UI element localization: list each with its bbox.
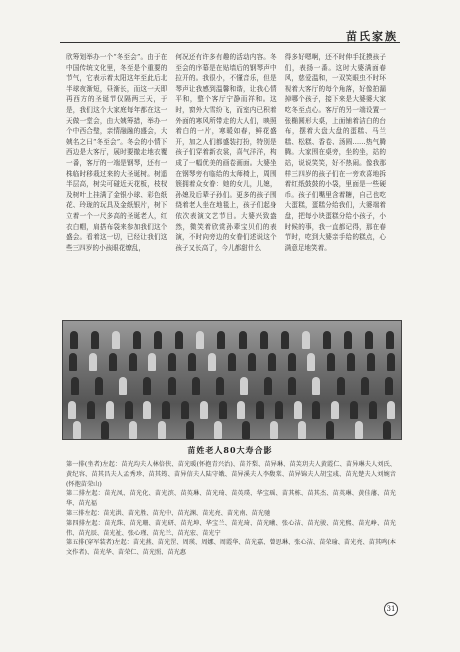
- photo-note-row-1: 第一排(坐者)左起：苗光均夫人林倍侠、苗光暖(怀抱青兴治)、苗芥梨、苗异琳、苗芙玥夫人黄霞仁、苗异琳夫人刘氏、黄纪容、苗其昌夫人孟秀珍、苗其筠、苗异信夫人陆守娥、苗异溪夫人李馥棠、苗异锦夫人胡宝彧、苗光楚夫人刘婉音(怀抱苗荣山): [66, 461, 396, 488]
- photo-note-row-5: 第五排(穿军装者)左起：苗光燕、苗光罡、周瑛、周娜、周霞华、苗光嘉、曾思琳、张心洁、苗荣瑜、苗光亮、苗其鸣(本文作者)、苗光华、苗荣仁、苗光照、苗光惠: [66, 539, 396, 557]
- photo-row: [63, 327, 401, 349]
- section-title: 苗氏家族: [346, 30, 398, 43]
- photo-note-row-4: 第四排左起：苗光珠、苗光珊、苗光研、苗光坤、华宝兰、苗光琦、苗光曦、张心洁、苗光骏、苗光熙、苗光峥、苗光伟、苗光辰、苗光祉、张心瑾、苗光兰、苗光宏、苗光宁: [66, 519, 396, 537]
- photo-row: [63, 417, 401, 439]
- page-number: 31: [384, 602, 398, 616]
- photo-row: [63, 397, 401, 419]
- article-column-3: 得多好嗯啊，还不时伸手抚摸孩子们，表扬一番。这时大婆满面春风，慈爱温和，一双笑眼虫不时环视着大客厅的每个角落，好像拍漏掉哪个孩子，接下来是大婆婆大家吃冬至点心。客厅的另一端设置一张椭圆形大桌，上面铺着洁白的台布，摆着大盘大盘的蛋糕、马兰糕、松糕、香卷、汤圆……热气腾腾。大家围在桌旁，坐的坐，站的站，说说笑笑，好不热闹。像我那样三四岁的孩子们在一旁欢喜地拆着红纸鼓鼓的小袋，里面是一些硬币。孩子们嘴里含着糖，自己也吃大蛋糕，蛋糕分给我们，大婆端着盘，把每小块蛋糕分给小孩子，小时候的事，我一直都记得，那在春节时，吃到大婆亲手给的糕点，心满意足地笑着。: [284, 53, 386, 252]
- photo-caption: 苗姓老人80大寿合影: [187, 445, 273, 455]
- group-photo: [62, 320, 402, 440]
- photo-note-row-2: 第二排左起：苗光凤、苗光化、苗光滨、苗英琳、苗光琦、苗英璞、华宝瑶、苗其栋、苗其杰、苗英琳、黄佳藩、苗光华、苗光福: [66, 490, 396, 508]
- article-columns: [66, 52, 386, 312]
- photo-row: [63, 349, 401, 371]
- article-column-1: 欣筹划举办一个“冬至会”。由于在中国传统文化里，冬至是个重要的节气，它表示着太阳这年至此后北半球夜渐短，昼渐长，而这一天即再西方的圣诞节仅隔两三天，于是，我们这个大家庭每年都在这一天做一堂会，由大姨筹措，举办一个中西合璧，亲情融融的盛会，大姨名之曰“冬至会”。冬会的小情下西边是大客厅，展时要撤走地衣覆一番，客厅的一端是钢琴，还有一株临时移栽过来的大圣诞树。树遥半层高，树尖可碰近天花板，枝杈及树叶上挂满了金银小球、彩色纸花、玲珑的玩具及金纸银片，树下立着一个一尺多高的圣诞老人，红衣白帽，肩搭布袋来参加我们这个盛会。看着这一切，已经让我们这些三四岁的小孩眼花缭乱，: [66, 53, 168, 252]
- photo-note-row-3: 第三排左起：苗光洪、苗光胜、苗光中、苗光渊、苗光亮、苗光南、苗光驰: [66, 509, 271, 517]
- photo-row: [63, 373, 401, 395]
- article-column-2: 何况还有许多有趣的活动内容。冬至会的序幕是在贴墙后的钢琴声中拉开的。我很小，不懂音乐，但是琴声让我感到温馨和谐，让我心情平和，整个客厅宁静而祥和。这时，窗外大雪纷飞，而室内已积着外面的寒风所带走的大人们，映照着白的一片，寒暖如春，鲜花盛开，加之人们都盛装打扮，特别是孩子们穿着新衣裳，喜气洋洋，构成了一幅优美的画卷画面。大婆坐在钢琴旁有临给的太师椅上，周围簇拥着众女眷：她的女儿，儿媳，孙媳及后辈子孙们。更多的孩子围绕着老人坐在地毯上，孩子们起身依次表演文艺节目。大婆兴致盎然，微笑着欣赏孙辈宝贝们的表演，不时向旁边的女眷们述说这个孩子又长高了，今儿都甜什么: [175, 53, 277, 252]
- header-rule: [60, 42, 400, 43]
- photo-notes: [66, 460, 396, 558]
